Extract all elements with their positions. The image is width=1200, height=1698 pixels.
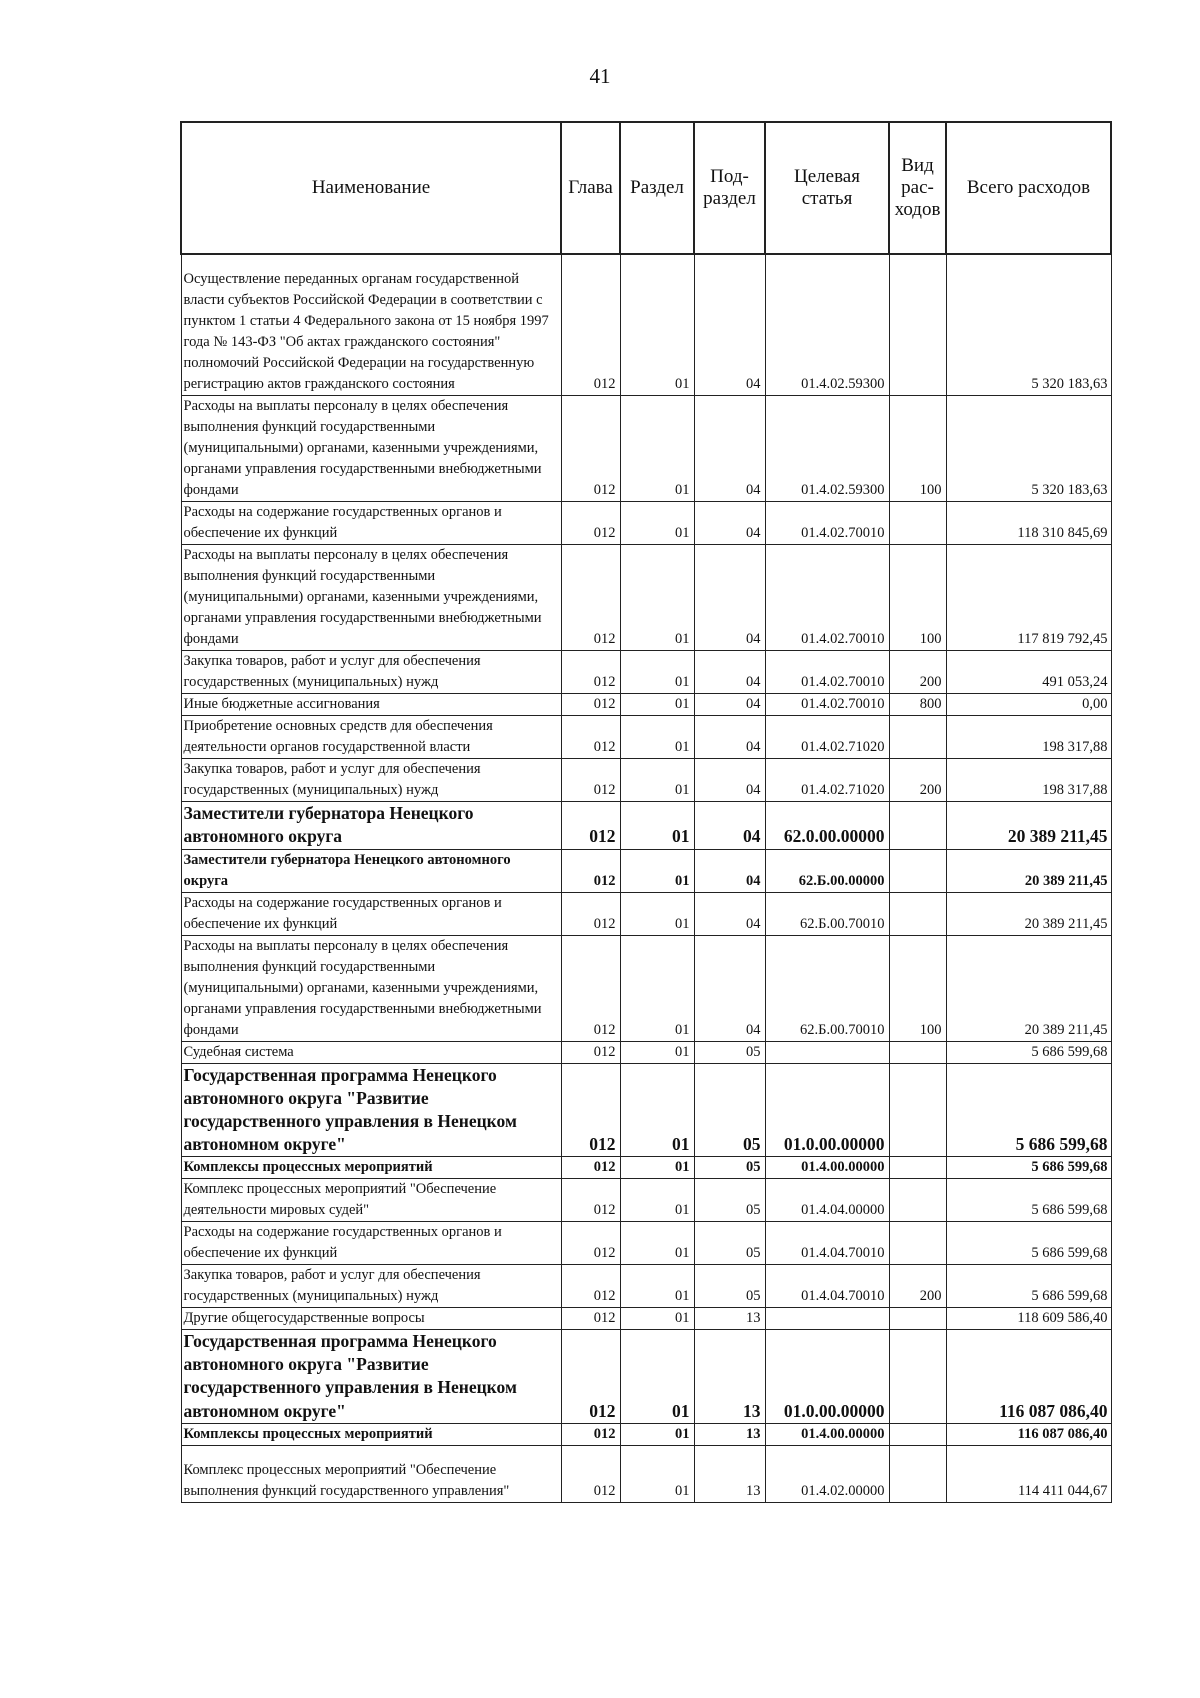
table-cell-razdel: 01	[620, 254, 694, 396]
table-cell-vid: 200	[889, 759, 946, 802]
table-cell-vid	[889, 1157, 946, 1179]
table-cell-glava: 012	[561, 935, 620, 1041]
table-cell-vid: 100	[889, 396, 946, 502]
table-cell-statya: 62.Б.00.70010	[765, 892, 889, 935]
table-row	[181, 502, 1111, 545]
table-cell-name: Расходы на содержание государственных органов и обеспечение их функций	[181, 892, 561, 935]
table-cell-statya: 01.4.04.00000	[765, 1179, 889, 1222]
table-cell-total: 5 686 599,68	[946, 1265, 1111, 1308]
table-cell-vid	[889, 1041, 946, 1063]
table-cell-podrazdel: 13	[694, 1308, 765, 1330]
table-cell-vid	[889, 802, 946, 849]
table-cell-podrazdel: 04	[694, 892, 765, 935]
table-row	[181, 1308, 1111, 1330]
table-cell-name: Другие общегосударственные вопросы	[181, 1308, 561, 1330]
table-cell-name: Государственная программа Ненецкого автономного округа "Развитие государственного управления в Ненецком автономном округе"	[181, 1063, 561, 1156]
table-cell-razdel: 01	[620, 545, 694, 651]
table-cell-razdel: 01	[620, 1423, 694, 1445]
table-cell-total: 198 317,88	[946, 759, 1111, 802]
table-cell-total: 118 609 586,40	[946, 1308, 1111, 1330]
table-cell-name: Закупка товаров, работ и услуг для обеспечения государственных (муниципальных) нужд	[181, 759, 561, 802]
table-cell-name: Комплексы процессных мероприятий	[181, 1423, 561, 1445]
table-cell-name: Комплекс процессных мероприятий "Обеспечение выполнения функций государственного управления"	[181, 1445, 561, 1502]
table-cell-vid: 100	[889, 935, 946, 1041]
table-cell-statya: 01.4.02.71020	[765, 759, 889, 802]
table-cell-total: 116 087 086,40	[946, 1423, 1111, 1445]
table-cell-glava: 012	[561, 396, 620, 502]
table-cell-razdel: 01	[620, 849, 694, 892]
table-cell-total: 5 686 599,68	[946, 1222, 1111, 1265]
table-cell-razdel: 01	[620, 935, 694, 1041]
table-row	[181, 1157, 1111, 1179]
table-cell-razdel: 01	[620, 1265, 694, 1308]
table-cell-statya	[765, 1308, 889, 1330]
table-cell-podrazdel: 04	[694, 694, 765, 716]
table-cell-total: 0,00	[946, 694, 1111, 716]
table-cell-statya: 01.4.02.70010	[765, 502, 889, 545]
table-cell-razdel: 01	[620, 892, 694, 935]
page-number: 41	[589, 64, 611, 88]
table-cell-glava: 012	[561, 802, 620, 849]
table-cell-podrazdel: 05	[694, 1265, 765, 1308]
table-cell-podrazdel: 04	[694, 759, 765, 802]
table-cell-statya: 01.4.04.70010	[765, 1222, 889, 1265]
table-cell-statya: 01.4.00.00000	[765, 1423, 889, 1445]
table-body	[181, 254, 1111, 1502]
table-cell-razdel: 01	[620, 1179, 694, 1222]
table-cell-podrazdel: 05	[694, 1041, 765, 1063]
table-cell-vid	[889, 892, 946, 935]
table-cell-glava: 012	[561, 1330, 620, 1423]
table-cell-statya: 01.4.04.70010	[765, 1265, 889, 1308]
table-cell-glava: 012	[561, 694, 620, 716]
table-cell-podrazdel: 13	[694, 1445, 765, 1502]
table-cell-total: 20 389 211,45	[946, 802, 1111, 849]
table-cell-name: Расходы на выплаты персоналу в целях обеспечения выполнения функций государственными (муниципальными) органами, казенными учреждениями, органами управления государственными внебюджетными фондами	[181, 396, 561, 502]
table-cell-name: Расходы на выплаты персоналу в целях обеспечения выполнения функций государственными (муниципальными) органами, казенными учреждениями, органами управления государственными внебюджетными фондами	[181, 545, 561, 651]
table-cell-statya: 01.4.00.00000	[765, 1157, 889, 1179]
table-cell-razdel: 01	[620, 802, 694, 849]
table-cell-statya: 01.4.02.70010	[765, 545, 889, 651]
header-name: Наименование	[181, 122, 561, 254]
table-cell-podrazdel: 04	[694, 849, 765, 892]
budget-table	[180, 121, 1112, 1503]
table-cell-name: Расходы на содержание государственных органов и обеспечение их функций	[181, 502, 561, 545]
table-row	[181, 1265, 1111, 1308]
header-podrazdel: Под-раздел	[694, 122, 765, 254]
table-cell-name: Закупка товаров, работ и услуг для обеспечения государственных (муниципальных) нужд	[181, 651, 561, 694]
table-row	[181, 1445, 1111, 1502]
table-cell-glava: 012	[561, 1063, 620, 1156]
table-cell-name: Приобретение основных средств для обеспечения деятельности органов государственной власти	[181, 716, 561, 759]
table-cell-vid	[889, 1308, 946, 1330]
table-cell-razdel: 01	[620, 502, 694, 545]
table-cell-total: 118 310 845,69	[946, 502, 1111, 545]
table-cell-statya: 01.4.02.00000	[765, 1445, 889, 1502]
table-cell-glava: 012	[561, 502, 620, 545]
table-row	[181, 892, 1111, 935]
table-cell-vid	[889, 1222, 946, 1265]
table-cell-total: 20 389 211,45	[946, 892, 1111, 935]
table-cell-vid	[889, 1423, 946, 1445]
table-cell-razdel: 01	[620, 1222, 694, 1265]
table-cell-total: 5 686 599,68	[946, 1157, 1111, 1179]
table-cell-razdel: 01	[620, 1157, 694, 1179]
table-cell-vid	[889, 716, 946, 759]
table-cell-razdel: 01	[620, 1308, 694, 1330]
table-cell-razdel: 01	[620, 1330, 694, 1423]
table-cell-name: Заместители губернатора Ненецкого автономного округа	[181, 802, 561, 849]
table-cell-name: Государственная программа Ненецкого автономного округа "Развитие государственного управления в Ненецком автономном округе"	[181, 1330, 561, 1423]
table-cell-total: 116 087 086,40	[946, 1330, 1111, 1423]
table-row	[181, 254, 1111, 396]
table-row	[181, 396, 1111, 502]
table-cell-total: 198 317,88	[946, 716, 1111, 759]
table-row	[181, 935, 1111, 1041]
table-cell-podrazdel: 05	[694, 1063, 765, 1156]
table-cell-podrazdel: 05	[694, 1179, 765, 1222]
table-cell-razdel: 01	[620, 396, 694, 502]
table-cell-statya: 01.4.02.59300	[765, 254, 889, 396]
table-cell-glava: 012	[561, 892, 620, 935]
table-cell-podrazdel: 05	[694, 1222, 765, 1265]
table-cell-total: 20 389 211,45	[946, 849, 1111, 892]
table-row	[181, 545, 1111, 651]
header-statya: Целевая статья	[765, 122, 889, 254]
table-row	[181, 1063, 1111, 1156]
table-row	[181, 1041, 1111, 1063]
table-cell-statya: 01.4.02.70010	[765, 651, 889, 694]
table-cell-statya: 01.4.02.59300	[765, 396, 889, 502]
table-cell-podrazdel: 13	[694, 1330, 765, 1423]
table-cell-total: 20 389 211,45	[946, 935, 1111, 1041]
table-cell-statya: 62.Б.00.00000	[765, 849, 889, 892]
table-cell-name: Судебная система	[181, 1041, 561, 1063]
table-cell-podrazdel: 04	[694, 254, 765, 396]
table-cell-vid: 100	[889, 545, 946, 651]
table-cell-total: 5 320 183,63	[946, 254, 1111, 396]
table-row	[181, 1330, 1111, 1423]
table-cell-glava: 012	[561, 849, 620, 892]
table-cell-glava: 012	[561, 254, 620, 396]
table-cell-glava: 012	[561, 1265, 620, 1308]
table-cell-name: Комплексы процессных мероприятий	[181, 1157, 561, 1179]
table-cell-podrazdel: 04	[694, 651, 765, 694]
table-row	[181, 694, 1111, 716]
table-cell-name: Комплекс процессных мероприятий "Обеспечение деятельности мировых судей"	[181, 1179, 561, 1222]
table-cell-glava: 012	[561, 1157, 620, 1179]
table-cell-name: Осуществление переданных органам государственной власти субъектов Российской Федерации в соответствии с пунктом 1 статьи 4 Федерального закона от 15 ноября 1997 года № 143-ФЗ "Об актах гражданского состояния" полномочий Российской Федерации на государственную регистрацию актов гражданского состояния	[181, 254, 561, 396]
table-cell-statya: 01.0.00.00000	[765, 1063, 889, 1156]
table-cell-glava: 012	[561, 1308, 620, 1330]
table-cell-glava: 012	[561, 1222, 620, 1265]
header-total: Всего расходов	[946, 122, 1111, 254]
table-cell-total: 5 320 183,63	[946, 396, 1111, 502]
table-cell-statya: 62.Б.00.70010	[765, 935, 889, 1041]
table-cell-podrazdel: 04	[694, 396, 765, 502]
table-cell-name: Заместители губернатора Ненецкого автономного округа	[181, 849, 561, 892]
table-cell-name: Расходы на содержание государственных органов и обеспечение их функций	[181, 1222, 561, 1265]
table-cell-vid	[889, 1063, 946, 1156]
table-cell-razdel: 01	[620, 1445, 694, 1502]
table-cell-glava: 012	[561, 651, 620, 694]
table-cell-glava: 012	[561, 1179, 620, 1222]
table-cell-glava: 012	[561, 545, 620, 651]
table-cell-razdel: 01	[620, 759, 694, 802]
table-cell-glava: 012	[561, 1445, 620, 1502]
table-cell-glava: 012	[561, 716, 620, 759]
table-cell-podrazdel: 04	[694, 716, 765, 759]
table-row	[181, 1179, 1111, 1222]
table-cell-glava: 012	[561, 1423, 620, 1445]
table-cell-statya: 01.4.02.70010	[765, 694, 889, 716]
table-cell-vid	[889, 502, 946, 545]
table-cell-razdel: 01	[620, 1063, 694, 1156]
table-cell-vid	[889, 1179, 946, 1222]
table-cell-statya: 01.4.02.71020	[765, 716, 889, 759]
table-cell-podrazdel: 04	[694, 502, 765, 545]
table-cell-podrazdel: 04	[694, 545, 765, 651]
table-cell-vid: 200	[889, 651, 946, 694]
header-razdel: Раздел	[620, 122, 694, 254]
table-cell-vid: 200	[889, 1265, 946, 1308]
table-cell-razdel: 01	[620, 651, 694, 694]
table-cell-vid	[889, 1445, 946, 1502]
table-cell-podrazdel: 13	[694, 1423, 765, 1445]
table-cell-podrazdel: 05	[694, 1157, 765, 1179]
table-cell-podrazdel: 04	[694, 802, 765, 849]
table-cell-total: 5 686 599,68	[946, 1041, 1111, 1063]
header-glava: Глава	[561, 122, 620, 254]
table-cell-glava: 012	[561, 759, 620, 802]
table-cell-razdel: 01	[620, 694, 694, 716]
header-vid: Вид рас-ходов	[889, 122, 946, 254]
table-cell-glava: 012	[561, 1041, 620, 1063]
table-cell-total: 491 053,24	[946, 651, 1111, 694]
table-cell-name: Расходы на выплаты персоналу в целях обеспечения выполнения функций государственными (муниципальными) органами, казенными учреждениями, органами управления государственными внебюджетными фондами	[181, 935, 561, 1041]
table-cell-total: 5 686 599,68	[946, 1179, 1111, 1222]
table-cell-vid	[889, 254, 946, 396]
table-row	[181, 759, 1111, 802]
table-row	[181, 651, 1111, 694]
table-row	[181, 716, 1111, 759]
table-row	[181, 1423, 1111, 1445]
table-cell-vid	[889, 1330, 946, 1423]
table-cell-total: 114 411 044,67	[946, 1445, 1111, 1502]
table-cell-statya: 62.0.00.00000	[765, 802, 889, 849]
table-cell-statya	[765, 1041, 889, 1063]
table-cell-total: 117 819 792,45	[946, 545, 1111, 651]
table-cell-name: Закупка товаров, работ и услуг для обеспечения государственных (муниципальных) нужд	[181, 1265, 561, 1308]
table-cell-name: Иные бюджетные ассигнования	[181, 694, 561, 716]
table-cell-podrazdel: 04	[694, 935, 765, 1041]
table-cell-razdel: 01	[620, 716, 694, 759]
table-cell-vid: 800	[889, 694, 946, 716]
table-row	[181, 849, 1111, 892]
table-header-row	[181, 122, 1111, 254]
table-cell-statya: 01.0.00.00000	[765, 1330, 889, 1423]
table-row	[181, 1222, 1111, 1265]
table-cell-total: 5 686 599,68	[946, 1063, 1111, 1156]
table-row	[181, 802, 1111, 849]
table-cell-vid	[889, 849, 946, 892]
table-cell-razdel: 01	[620, 1041, 694, 1063]
